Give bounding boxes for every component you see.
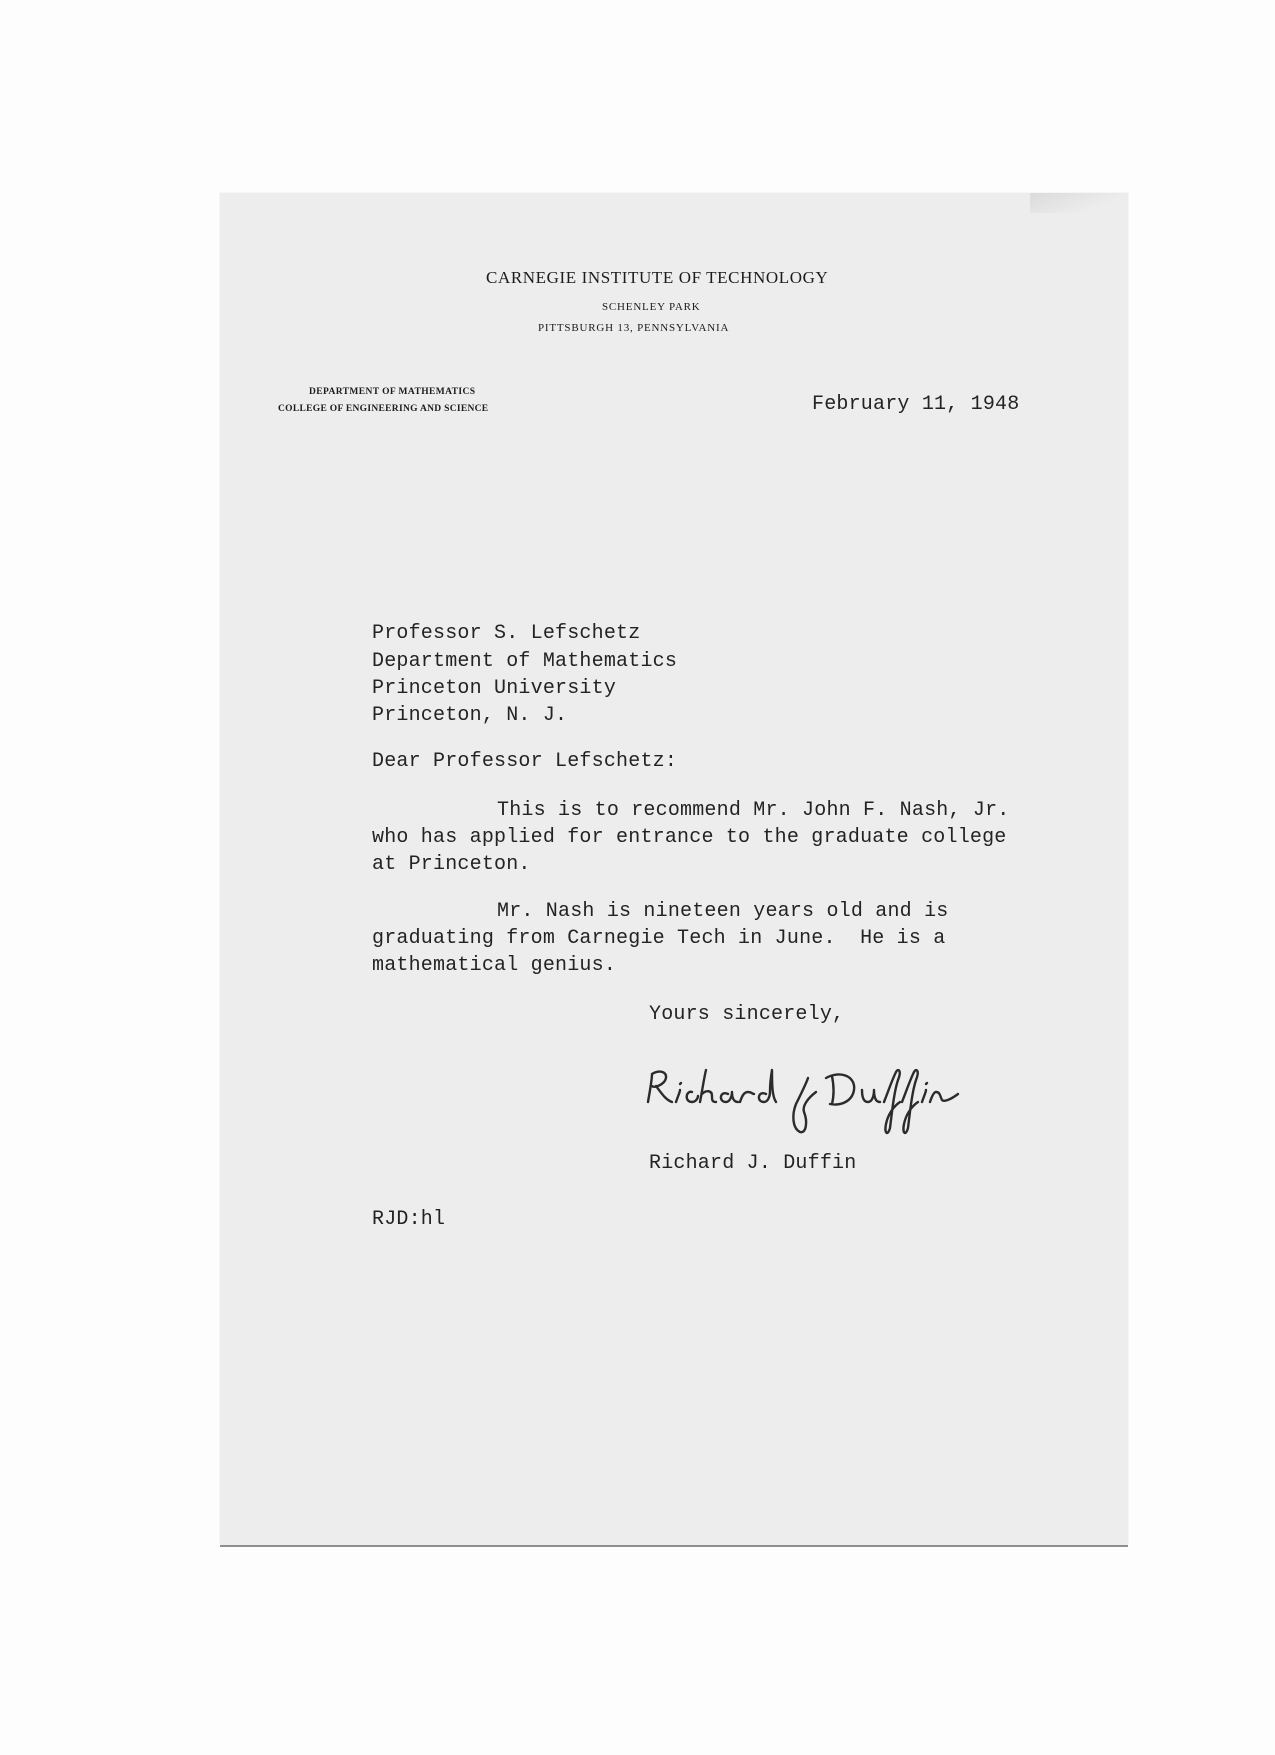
recipient-line: Department of Mathematics [372, 650, 678, 673]
letter-date: February 11, 1948 [812, 393, 1020, 416]
letterhead-city: PITTSBURGH 13, PENNSYLVANIA [538, 322, 730, 334]
body-line: at Princeton. [372, 853, 531, 876]
recipient-line: Princeton, N. J. [372, 704, 568, 727]
sheet-corner-shadow [1030, 193, 1128, 213]
body-line: who has applied for entrance to the graduate college [372, 826, 1007, 849]
letterhead-institution: CARNEGIE INSTITUTE OF TECHNOLOGY [486, 268, 829, 287]
recipient-line: Princeton University [372, 677, 617, 700]
signer-name: Richard J. Duffin [649, 1152, 857, 1175]
reference-initials: RJD:hl [372, 1208, 446, 1231]
body-line: mathematical genius. [372, 954, 617, 977]
closing: Yours sincerely, [649, 1003, 845, 1026]
body-line: Mr. Nash is nineteen years old and is [497, 900, 949, 923]
letterhead-college: COLLEGE OF ENGINEERING AND SCIENCE [278, 404, 489, 414]
letterhead-park: SCHENLEY PARK [602, 301, 701, 313]
recipient-line: Professor S. Lefschetz [372, 622, 641, 645]
salutation: Dear Professor Lefschetz: [372, 750, 678, 773]
body-line: graduating from Carnegie Tech in June. He is a [372, 927, 946, 950]
body-line: This is to recommend Mr. John F. Nash, Jr. [497, 799, 1010, 822]
letterhead-department: DEPARTMENT OF MATHEMATICS [309, 387, 476, 397]
sheet-bottom-edge [220, 1545, 1128, 1547]
handwritten-signature [640, 1062, 970, 1142]
